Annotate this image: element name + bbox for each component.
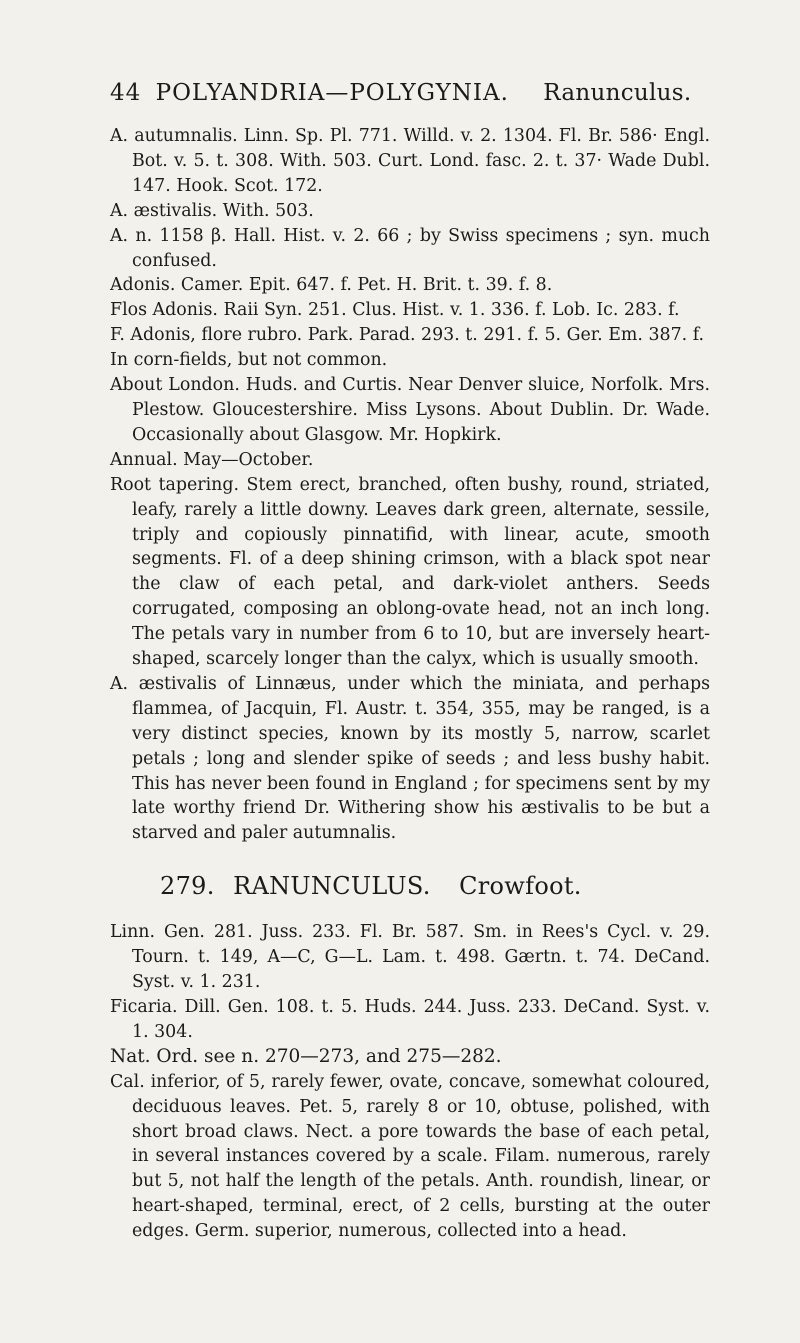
species-note: A. æstivalis of Linnæus, under which the miniata, and perhaps flammea, of Jacquin, Fl. Austr. t. 354, 355, may be ranged, is a very distinct species, known by its mostly 5, narrow, scarlet petals ; long and slender spike of seeds ; and less bushy habit. This has never been found in England ; for specimens sent by my late worthy friend Dr. Withering show his æstivalis to be but a starved and paler autumnalis. <box>110 673 710 844</box>
species-description: Root tapering. Stem erect, branched, often bushy, round, striated, leafy, rarely a little downy. Leaves dark green, alternate, sessile, triply and copiously pinnatifid, with linear, acute, smooth segments. Fl. of a deep shining crimson, with a black spot near the claw of each petal, and dark-violet anthers. Seeds corrugated, composing an oblong-ovate head, not an inch long. The petals vary in number from 6 to 10, but are inversely heart-shaped, scarcely longer than the calyx, which is usually smooth. <box>110 474 710 670</box>
synonym-entry: F. Adonis, flore rubro. Park. Parad. 293. t. 291. f. 5. Ger. Em. 387. f. <box>110 325 705 346</box>
section-heading <box>160 872 710 900</box>
synonym-entry: Adonis. Camer. Epit. 647. f. Pet. H. Brit. t. 39. f. 8. <box>110 275 553 296</box>
genus-reference: Linn. Gen. 281. Juss. 233. Fl. Br. 587. Sm. in Rees's Cycl. v. 29. Tourn. t. 149, A—C, G—L. Lam. t. 498. Gærtn. t. 74. DeCand. Syst. v. 1. 231. <box>110 922 710 993</box>
section-name: RANUNCULUS. <box>233 872 431 901</box>
running-title: POLYANDRIA—POLYGYNIA. <box>155 80 509 106</box>
genus-reference: Ficaria. Dill. Gen. 108. t. 5. Huds. 244. Juss. 233. DeCand. Syst. v. 1. 304. <box>110 997 710 1042</box>
synonym-entry: A. autumnalis. Linn. Sp. Pl. 771. Willd. v. 2. 1304. Fl. Br. 586· Engl. Bot. v. 5. t. 308. With. 503. Curt. Lond. fasc. 2. t. 37· Wade Dubl. 147. Hook. Scot. 172. <box>110 126 710 196</box>
natural-order: Nat. Ord. see n. 270—273, and 275—282. <box>110 1045 502 1067</box>
section-number: 279. <box>160 872 215 901</box>
habitat: In corn-fields, but not common. <box>110 350 388 371</box>
genus-description: Cal. inferior, of 5, rarely fewer, ovate, concave, somewhat coloured, deciduous leaves. Pet. 5, rarely 8 or 10, obtuse, polished, with short broad claws. Nect. a pore towards the base of each petal, in several instances covered by a scale. Filam. numerous, rarely but 5, not half the length of the petals. Anth. roundish, linear, or heart-shaped, terminal, erect, of 2 cells, bursting at the outer edges. Germ. superior, numerous, collected into a head. <box>110 1071 710 1242</box>
page-number: 44 <box>110 80 142 106</box>
duration: Annual. May—October. <box>110 449 314 470</box>
localities: About London. Huds. and Curtis. Near Denver sluice, Norfolk. Mrs. Plestow. Gloucestershire. Miss Lysons. About Dublin. Dr. Wade. Occasionally about Glasgow. Mr. Hopkirk. <box>110 375 710 445</box>
page-header <box>110 80 710 106</box>
synonym-entry: A. æstivalis. With. 503. <box>110 200 314 221</box>
synonym-entry: A. n. 1158 β. Hall. Hist. v. 2. 66 ; by Swiss specimens ; syn. much confused. <box>110 225 710 271</box>
synonym-entry: Flos Adonis. Raii Syn. 251. Clus. Hist. v. 1. 336. f. Lob. Ic. 283. f. <box>110 300 680 321</box>
section-common-name: Crowfoot. <box>459 872 582 901</box>
running-genus: Ranunculus. <box>543 80 692 106</box>
page-body <box>110 124 710 1244</box>
